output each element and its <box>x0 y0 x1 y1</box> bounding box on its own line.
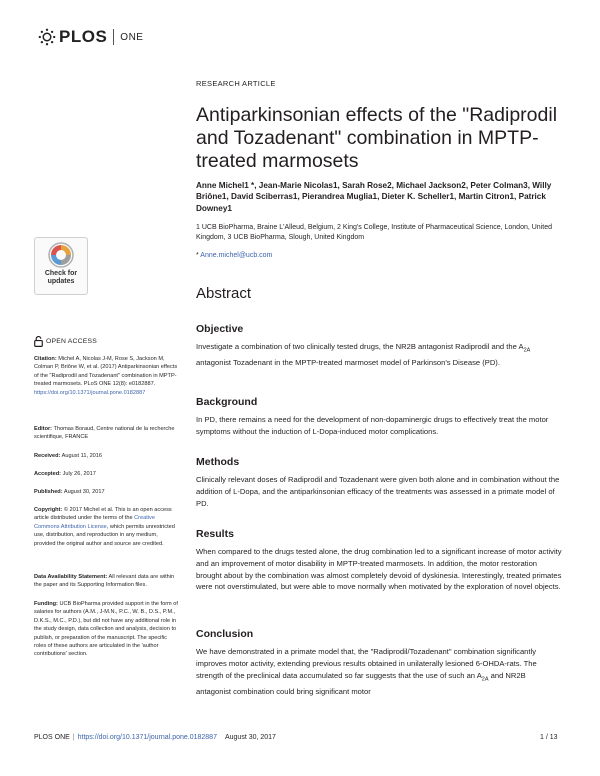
methods-text: Clinically relevant doses of Radiprodil and Tozadenant were given both alone and in combination without the addition of L-Dopa, and the antiparkinsonian efficacy of the treatments was assessed in a primate model of PD. <box>196 475 560 508</box>
abstract-heading: Abstract <box>196 285 252 302</box>
objective-heading: Objective <box>196 323 244 335</box>
plos-one-logo <box>38 27 143 47</box>
author-list: Anne Michel1 *, Jean-Marie Nicolas1, Sarah Rose2, Michael Jackson2, Peter Colman3, Willy Briône1, David Sciberras1, Pierandrea Muglia1, Dieter K. Scheller1, Martin Citron1, Patrick Downey1 <box>196 181 552 213</box>
methods-section <box>196 456 562 509</box>
page-footer: PLOS ONE | https://doi.org/10.1371/journal.pone.0182887 August 30, 2017 <box>34 734 276 741</box>
open-access-label <box>34 336 97 347</box>
badge-line1: Check for <box>44 270 78 277</box>
plos-sun-icon <box>38 28 56 46</box>
corresponding-email <box>196 252 272 259</box>
editor-block: Editor: Thomas Boraud, Centre national de la recherche scientifique, FRANCE <box>34 426 175 441</box>
results-heading: Results <box>196 528 234 540</box>
accepted-date: Accepted: July 26, 2017 <box>34 471 96 477</box>
objective-text: Investigate a combination of two clinically tested drugs, the NR2B antagonist Radiprodil and the $A_{2A}$ antagonist Tozadenant in the MPTP-treated marmoset model of Parkinson's Disease (PD). <box>196 342 531 368</box>
article-title: Antiparkinsonian effects of the "Radiprodil and Tozadenant" combination in MPTP-treated marmosets <box>196 104 558 172</box>
conclusion-section <box>196 628 562 698</box>
check-for-updates-badge[interactable] <box>34 237 88 295</box>
published-date: Published: August 30, 2017 <box>34 489 105 495</box>
footer-journal: PLOS ONE <box>34 734 70 741</box>
methods-heading: Methods <box>196 456 240 468</box>
conclusion-text: We have demonstrated in a primate model that, the "Radiprodil/Tozadenant" combination significantly improves motor activity, extending previous results obtained in unilaterally lesioned 6-OHDA-rats. The strength of the preclinical data accumulated so far suggests that the use of such an $A_{2A}$ and NR2B antagonist combination could bring significant motor <box>196 647 537 696</box>
footer-date: August 30, 2017 <box>224 734 276 741</box>
citation-doi-link[interactable]: https://doi.org/10.1371/journal.pone.0182887 <box>34 389 146 396</box>
open-lock-icon <box>34 336 43 347</box>
received-date: Received: August 11, 2016 <box>34 453 103 459</box>
data-availability-block: Data Availability Statement: All relevant data are within the paper and its Supporting Information files. <box>34 574 175 589</box>
results-section <box>196 528 562 593</box>
page-number: 1 / 13 <box>540 734 558 741</box>
email-link[interactable]: Anne.michel@ucb.com <box>200 252 273 259</box>
check-for-updates-icon <box>48 242 74 268</box>
citation-block: Citation: Michel A, Nicolas J-M, Rose S, Jackson M, Colman P, Briône W, et al. (2017) Antiparkinsonian effects of the "Radiprodil and Tozadenant" combination in MPTP-treated marmosets. PLoS ONE 12(8): e0182887. https://doi.org/10.1371/journal.pone.0182887 <box>34 356 178 396</box>
logo-plos-text: PLOS <box>59 27 108 46</box>
footer-doi-link[interactable]: https://doi.org/10.1371/journal.pone.0182887 <box>77 734 217 741</box>
email-marker: * <box>196 252 199 259</box>
article-type-label: RESEARCH ARTICLE <box>196 79 276 88</box>
funding-block: Funding: UCB BioPharma provided support in the form of salaries for authors (A.M., J-M.N., P.C., W. B., D.S., P.M., D.K.S., M.C., P.D.), but did not have any additional role in the study design, data collection and analysis, decision to publish, or preparation of the manuscript. The specific roles of these authors are articulated in the 'author contributions' section. <box>34 601 178 658</box>
background-text: In PD, there remains a need for the development of non-dopaminergic drugs to effectively treat the motor symptoms without the induction of L-Dopa-induced motor complications. <box>196 415 549 436</box>
objective-section <box>196 323 562 369</box>
background-heading: Background <box>196 396 258 408</box>
results-text: When compared to the drugs tested alone, the drug combination led to a significant increase of motor activity and an improvement of motor disability in MPTP-treated marmosets. In addition, the motor restoration brought about by the combination was almost completely devoid of dyskinesia. Interestingly, treated primates were not overstimulated, but were able to move normally when motivated by the exploration of novel objects. <box>196 547 562 592</box>
copyright-block: Copyright: © 2017 Michel et al. This is an open access article distributed under the terms of the Creative Commons Attribution License, which permits unrestricted use, distribution, and reproduction in any medium, provided the original author and source are credited. <box>34 507 175 547</box>
open-access-text: OPEN ACCESS <box>46 338 97 345</box>
logo-one-text: ONE <box>120 32 144 43</box>
conclusion-heading: Conclusion <box>196 628 254 640</box>
badge-line2: updates <box>47 278 75 285</box>
affiliations: 1 UCB BioPharma, Braine L'Alleud, Belgium, 2 King's College, Institute of Pharmaceutical Science, London, United Kingdom, 3 UCB BioPharma, Slough, United Kingdom <box>196 224 552 242</box>
logo-divider <box>113 29 114 45</box>
background-section <box>196 396 562 438</box>
license-link[interactable]: Creative Commons Attribution License <box>34 515 155 530</box>
